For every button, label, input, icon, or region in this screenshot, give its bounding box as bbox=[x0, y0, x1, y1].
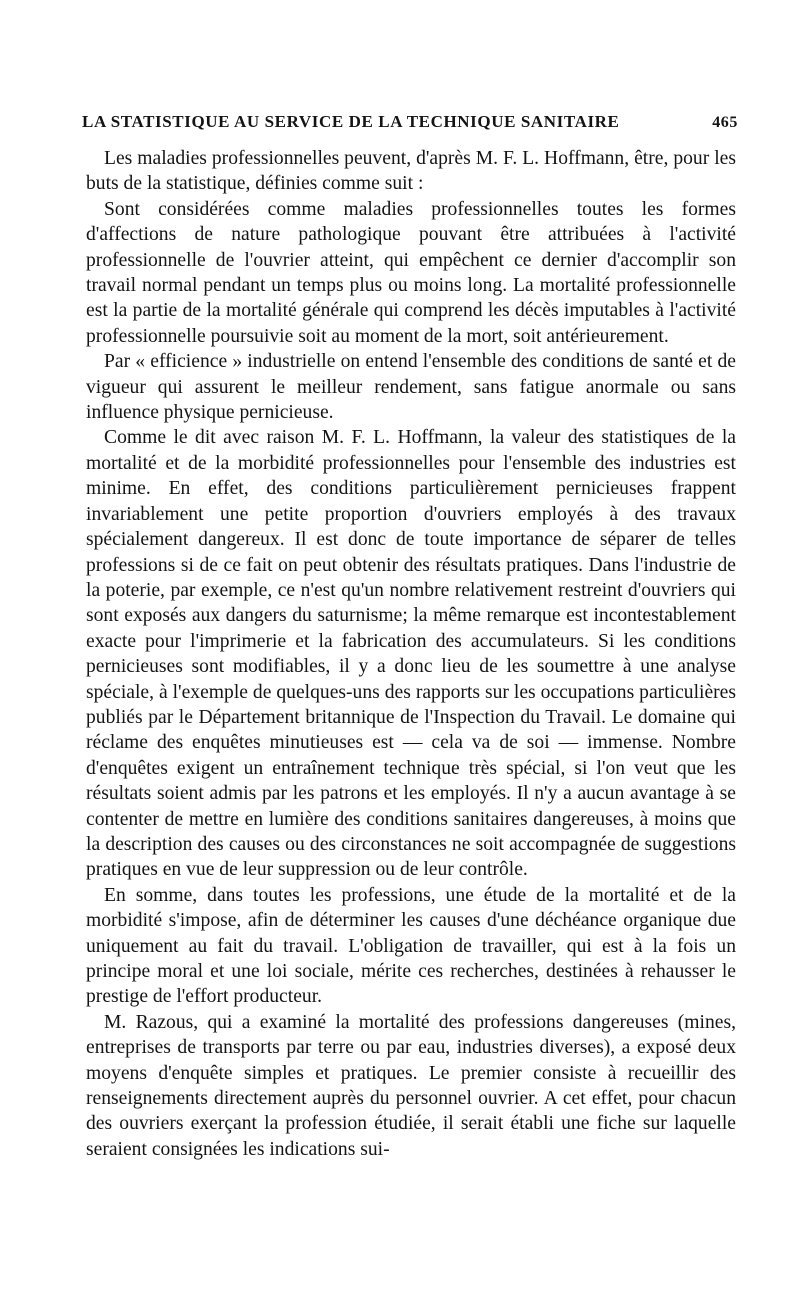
paragraph-5: En somme, dans toutes les professions, une étude de la mortalité et de la morbidité s'impose, afin de déterminer les causes d'une déchéance organique due uniquement au fait du travail. L'obligation de travailler, qui est à la fois un principe moral et une loi sociale, mérite ces recherches, destinées à rehausser le prestige de l'effort producteur. bbox=[86, 884, 736, 1008]
paragraph-6: M. Razous, qui a examiné la mortalité des professions dangereuses (mines, entreprises de transports par terre ou par eau, industries diverses), a exposé deux moyens d'enquête simples et pratiques. Le premier consiste à recueillir des renseignements directement auprès du personnel ouvrier. A cet effet, pour chacun des ouvriers exerçant la profession étudiée, il serait établi une fiche sur laquelle seraient consignées les indications sui- bbox=[86, 1011, 736, 1160]
running-header bbox=[82, 112, 738, 132]
running-title: LA STATISTIQUE AU SERVICE DE LA TECHNIQUE SANITAIRE bbox=[82, 112, 620, 131]
book-page bbox=[62, 112, 738, 1162]
paragraph-4: Comme le dit avec raison M. F. L. Hoffmann, la valeur des statistiques de la mortalité et de la morbidité professionnelles pour l'ensemble des industries est minime. En effet, des conditions particulièrement pernicieuses frappent invariablement une petite proportion d'ouvriers employés à des travaux spécialement dangereux. Il est donc de toute importance de séparer de telles professions si de ce fait on peut obtenir des résultats pratiques. Dans l'industrie de la poterie, par exemple, ce n'est qu'un nombre relativement restreint d'ouvriers qui sont exposés aux dangers du saturnisme; la même remarque est incontestablement exacte pour l'imprimerie et la fabrication des accumulateurs. Si les conditions pernicieuses sont modifiables, il y a donc lieu de les soumettre à une analyse spéciale, à l'exemple de quelques-uns des rapports sur les occupations particulières publiés par le Département britannique de l'Inspection du Travail. Le domaine qui réclame des enquêtes minutieuses est — cela va de soi — immense. Nombre d'enquêtes exigent un entraînement technique très spécial, si l'on veut que les résultats soient admis par les patrons et les employés. Il n'y a aucun avantage à se contenter de mettre en lumière des conditions sanitaires dangereuses, à moins que la description des causes ou des circonstances ne soit accompagnée de suggestions pratiques en vue de leur suppression ou de leur contrôle. bbox=[86, 427, 736, 881]
paragraph-1: Les maladies professionnelles peuvent, d'après M. F. L. Hoffmann, être, pour les buts de la statistique, définies comme suit : bbox=[86, 148, 736, 195]
page-number: 465 bbox=[712, 114, 738, 131]
paragraph-2: Sont considérées comme maladies professionnelles toutes les formes d'affections de nature pathologique pouvant être attribuées à l'activité professionnelle de l'ouvrier atteint, qui empêchent ce dernier d'accomplir son travail normal pendant un temps plus ou moins long. La mortalité professionnelle est la partie de la mortalité générale qui comprend les décès imputables à l'activité professionnelle poursuivie soit au moment de la mort, soit antérieurement. bbox=[86, 198, 736, 347]
body-text bbox=[86, 146, 736, 1162]
paragraph-3: Par « efficience » industrielle on entend l'ensemble des conditions de santé et de vigueur qui assurent le meilleur rendement, sans fatigue anormale ou sans influence physique pernicieuse. bbox=[86, 351, 736, 424]
